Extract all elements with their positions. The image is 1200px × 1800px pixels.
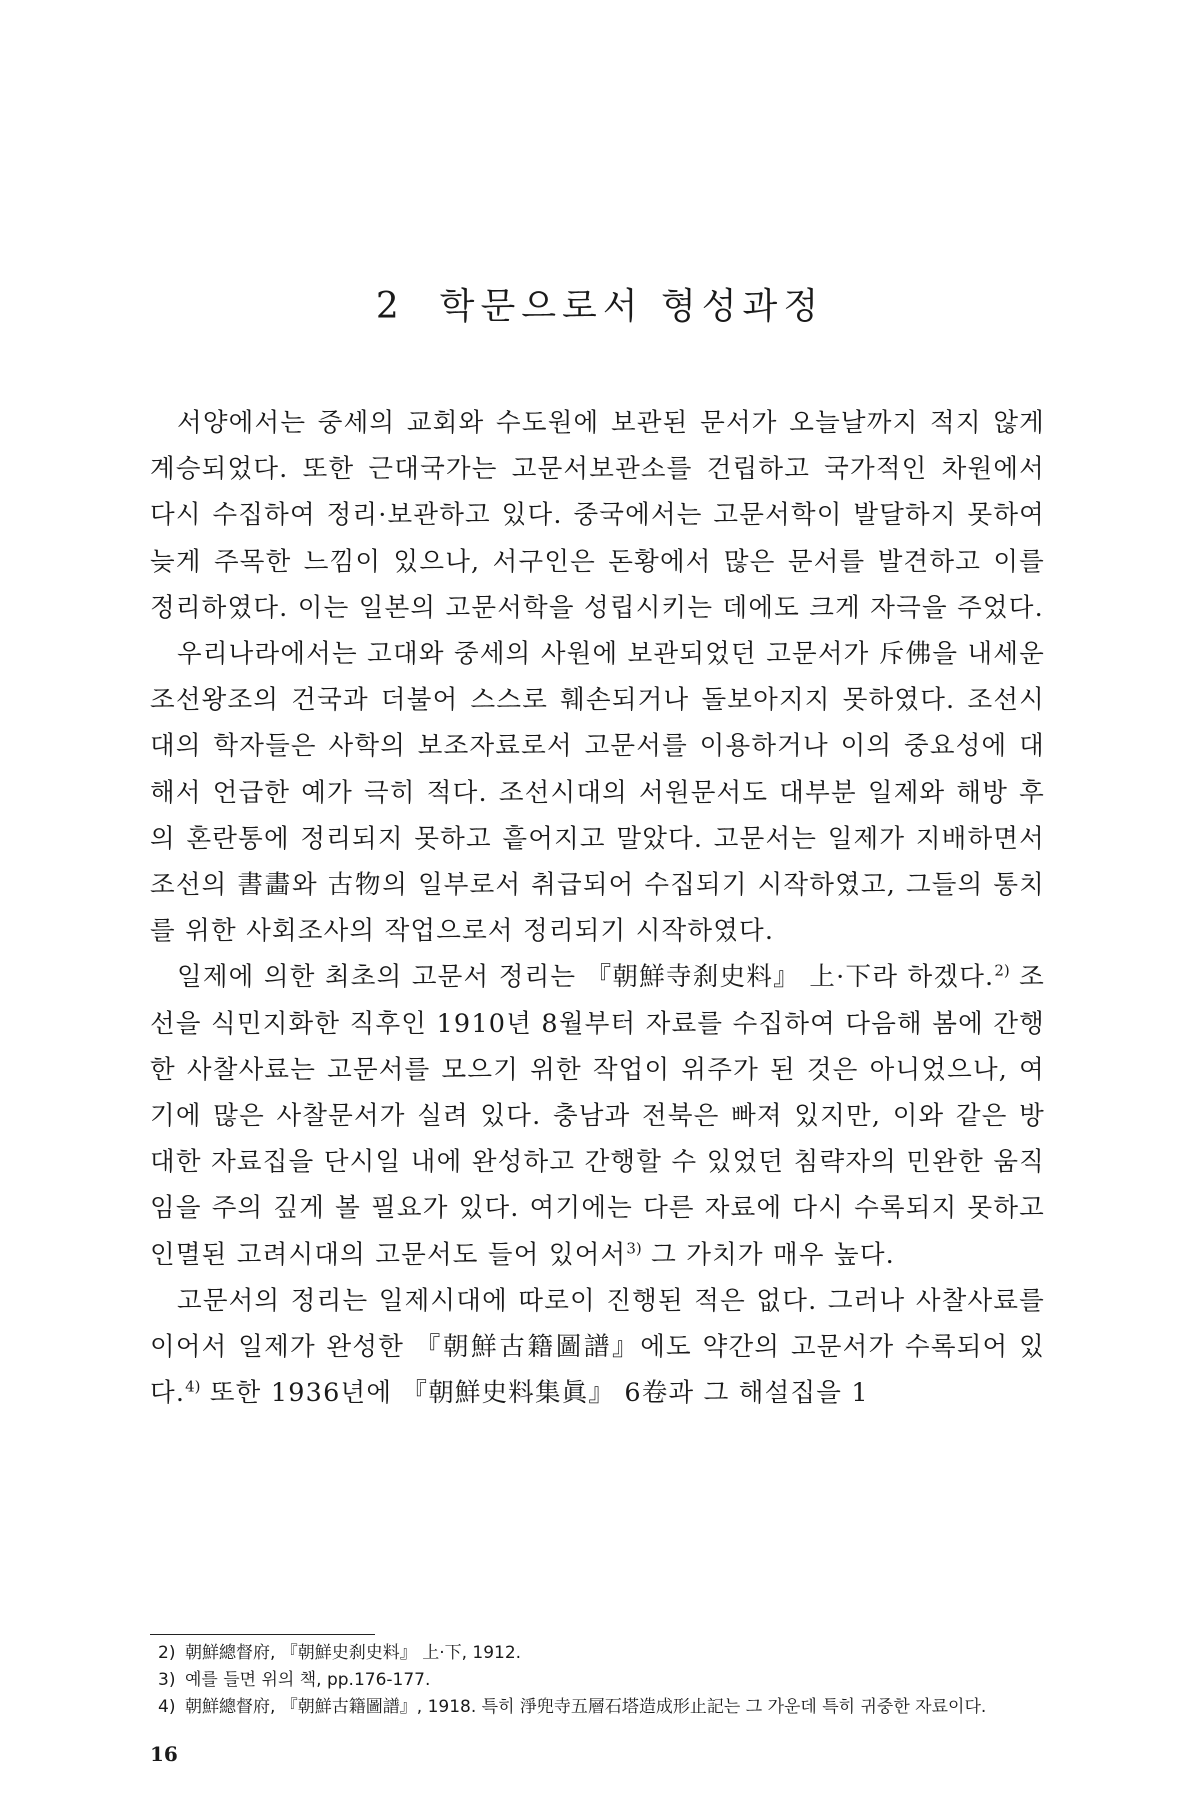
- paragraph-4: [150, 1278, 1045, 1417]
- footnote-2: [150, 1640, 1045, 1667]
- footnote-text: 朝鮮總督府, 『朝鮮史刹史料』 上·下, 1912.: [185, 1643, 522, 1663]
- footnote-ref-3: 3): [626, 1239, 642, 1258]
- footnotes: [150, 1640, 1045, 1721]
- paragraph-3-text: 조선을 식민지화한 직후인 1910년 8월부터 자료를 수집하여 다음해 봄에 간행한 사찰사료는 고문서를 모으기 위한 작업이 위주가 된 것은 아니었으나, 여기에 많은 사찰문서가 실려 있다. 충남과 전북은 빠져 있지만, 이와 같은 방대한 자료집을 단시일 내에 완성하고 간행할 수 있었던 침략자의 민완한 움직임을 주의 깊게 볼 필요가 있다. 여기에는 다른 자료에 다시 수록되지 못하고 인멸된 고려시대의 고문서도 들어 있어서: [150, 962, 1046, 1270]
- paragraph-4-text: 고문서의 정리는 일제시대에 따로이 진행된 적은 없다. 그러나 사찰사료를 이어서 일제가 완성한 『朝鮮古籍圖譜』에도 약간의 고문서가 수록되어 있다.: [150, 1285, 1045, 1409]
- chapter-number: 2: [375, 286, 405, 327]
- paragraph-3: [150, 954, 1045, 1277]
- footnote-divider: [150, 1634, 375, 1635]
- footnote-number: 2): [158, 1643, 176, 1663]
- footnote-ref-4: 4): [185, 1377, 201, 1396]
- paragraph-2: 우리나라에서는 고대와 중세의 사원에 보관되었던 고문서가 斥佛을 내세운 조선왕조의 건국과 더불어 스스로 훼손되거나 돌보아지지 못하였다. 조선시대의 학자들은 사학의 보조자료로서 고문서를 이용하거나 이의 중요성에 대해서 언급한 예가 극히 적다. 조선시대의 서원문서도 대부분 일제와 해방 후의 혼란통에 정리되지 못하고 흩어지고 말았다. 고문서는 일제가 지배하면서 조선의 書畵와 古物의 일부로서 취급되어 수집되기 시작하였고, 그들의 통치를 위한 사회조사의 작업으로서 정리되기 시작하였다.: [150, 639, 1045, 947]
- footnote-4: [150, 1694, 1045, 1721]
- chapter-heading: [0, 278, 1200, 329]
- footnote-number: 3): [158, 1670, 176, 1690]
- paragraph-3-text: 그 가치가 매우 높다.: [641, 1239, 895, 1270]
- paragraph-1: 서양에서는 중세의 교회와 수도원에 보관된 문서가 오늘날까지 적지 않게 계승되었다. 또한 근대국가는 고문서보관소를 건립하고 국가적인 차원에서 다시 수집하여 정리·보관하고 있다. 중국에서는 고문서학이 발달하지 못하여 늦게 주목한 느낌이 있으나, 서구인은 돈황에서 많은 문서를 발견하고 이를 정리하였다. 이는 일본의 고문서학을 성립시키는 데에도 크게 자극을 주었다.: [150, 408, 1045, 623]
- page-number: 16: [150, 1742, 178, 1766]
- chapter-title: 학문으로서 형성과정: [439, 286, 825, 327]
- footnote-text: 예를 들면 위의 책, pp.176-177.: [185, 1670, 431, 1690]
- footnote-3: [150, 1667, 1045, 1694]
- footnote-ref-2: 2): [994, 961, 1010, 980]
- paragraph-4-text: 또한 1936년에 『朝鮮史料集眞』 6卷과 그 해설집을 1: [200, 1378, 869, 1409]
- body-text: [150, 400, 1045, 1416]
- footnote-number: 4): [158, 1697, 176, 1717]
- footnote-text: 朝鮮總督府, 『朝鮮古籍圖譜』, 1918. 특히 淨兜寺五層石塔造成形止記는 그 가운데 특히 귀중한 자료이다.: [185, 1697, 987, 1717]
- paragraph-3-text: 일제에 의한 최초의 고문서 정리는 『朝鮮寺刹史料』 上·下라 하겠다.: [177, 962, 995, 993]
